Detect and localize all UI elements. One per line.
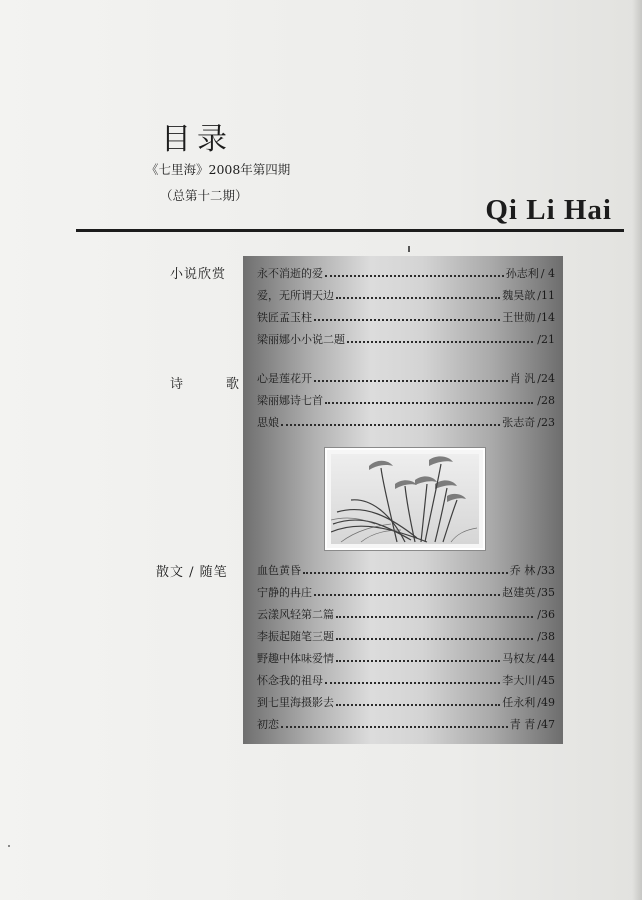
- entry-author: 肖 汎: [509, 372, 536, 385]
- entry-title: 铁匠孟玉柱: [257, 311, 312, 324]
- entry-author: 乔 林: [509, 564, 536, 577]
- toc-entry[interactable]: [257, 672, 555, 694]
- section-label-poetry-part2: 歌: [225, 377, 239, 392]
- entry-page: /45: [537, 674, 555, 687]
- entry-title: 到七里海摄影去: [257, 696, 334, 709]
- page-edge-shadow: [632, 0, 642, 900]
- toc-entry[interactable]: [257, 694, 555, 716]
- reed-grass-illustration: [331, 454, 479, 544]
- entry-page: /11: [537, 289, 555, 302]
- toc-entry[interactable]: [257, 287, 555, 309]
- entry-author: 孙志利: [505, 267, 539, 280]
- leader-dots: [281, 424, 500, 426]
- total-issue-line: （总第十二期）: [160, 188, 248, 203]
- leader-dots: [314, 380, 508, 382]
- toc-group-poetry: [257, 370, 555, 436]
- leader-dots: [336, 660, 500, 662]
- entry-author: 赵建英: [502, 586, 536, 599]
- entry-page: /38: [537, 630, 555, 643]
- entry-author: 青 青: [509, 718, 536, 731]
- entry-author: 任永利: [502, 696, 536, 709]
- entry-title: 怀念我的祖母: [257, 674, 323, 687]
- entry-title: 心是莲花开: [257, 372, 312, 385]
- brand-title: Qi Li Hai: [485, 194, 612, 226]
- leader-dots: [281, 726, 508, 728]
- reed-grass-photo: [325, 448, 485, 550]
- page-title: 目录: [161, 122, 233, 157]
- leader-dots: [336, 616, 533, 618]
- entry-author: 马权友: [502, 652, 536, 665]
- entry-title: 梁丽娜小小说二题: [257, 333, 345, 346]
- entry-title: 思娘: [257, 416, 279, 429]
- toc-entry[interactable]: [257, 562, 555, 584]
- entry-title: 野趣中体味爱情: [257, 652, 334, 665]
- header-rule: [76, 229, 624, 232]
- entry-author: 魏昊歆: [502, 289, 536, 302]
- entry-page: /49: [537, 696, 555, 709]
- entry-page: /44: [537, 652, 555, 665]
- entry-page: /23: [537, 416, 555, 429]
- toc-entry[interactable]: [257, 628, 555, 650]
- leader-dots: [325, 275, 504, 277]
- toc-entry[interactable]: [257, 331, 555, 353]
- entry-title: 云漾风轻第二篇: [257, 608, 334, 621]
- entry-title: 爱，无所谓天边: [257, 289, 334, 302]
- section-label-poetry: [170, 373, 239, 392]
- toc-entry[interactable]: [257, 370, 555, 392]
- entry-page: /47: [537, 718, 555, 731]
- entry-page: /24: [537, 372, 555, 385]
- entry-page: /28: [537, 394, 555, 407]
- leader-dots: [336, 638, 533, 640]
- section-label-poetry-part1: 诗: [170, 377, 184, 392]
- entry-title: 梁丽娜诗七首: [257, 394, 323, 407]
- leader-dots: [303, 572, 508, 574]
- entry-title: 血色黄昏: [257, 564, 301, 577]
- toc-entry[interactable]: [257, 309, 555, 331]
- entry-title: 宁静的冉庄: [257, 586, 312, 599]
- leader-dots: [314, 594, 500, 596]
- entry-page: /33: [537, 564, 555, 577]
- toc-panel: [243, 256, 563, 744]
- toc-entry[interactable]: [257, 392, 555, 414]
- entry-title: 李振起随笔三题: [257, 630, 334, 643]
- toc-entry[interactable]: [257, 606, 555, 628]
- entry-author: 王世勋: [502, 311, 536, 324]
- section-label-prose: 散文 / 随笔: [156, 565, 228, 580]
- section-label-fiction: 小说欣赏: [170, 267, 227, 282]
- scan-dust: [8, 845, 10, 847]
- entry-author: 张志奇: [502, 416, 536, 429]
- scan-artifact: [408, 246, 410, 252]
- toc-entry[interactable]: [257, 584, 555, 606]
- toc-entry[interactable]: [257, 650, 555, 672]
- entry-page: /36: [537, 608, 555, 621]
- entry-title: 初恋: [257, 718, 279, 731]
- toc-entry[interactable]: [257, 265, 555, 287]
- entry-page: /35: [537, 586, 555, 599]
- entry-title: 永不消逝的爱: [257, 267, 323, 280]
- leader-dots: [336, 704, 500, 706]
- leader-dots: [314, 319, 500, 321]
- leader-dots: [347, 341, 533, 343]
- leader-dots: [325, 682, 500, 684]
- toc-entry[interactable]: [257, 716, 555, 738]
- entry-page: /21: [537, 333, 555, 346]
- leader-dots: [325, 402, 533, 404]
- entry-author: 李大川: [502, 674, 536, 687]
- issue-line: 《七里海》2008年第四期: [146, 162, 291, 177]
- entry-page: /14: [537, 311, 555, 324]
- entry-page: / 4: [540, 267, 555, 280]
- toc-group-fiction: [257, 265, 555, 353]
- toc-group-prose: [257, 562, 555, 738]
- toc-entry[interactable]: [257, 414, 555, 436]
- leader-dots: [336, 297, 500, 299]
